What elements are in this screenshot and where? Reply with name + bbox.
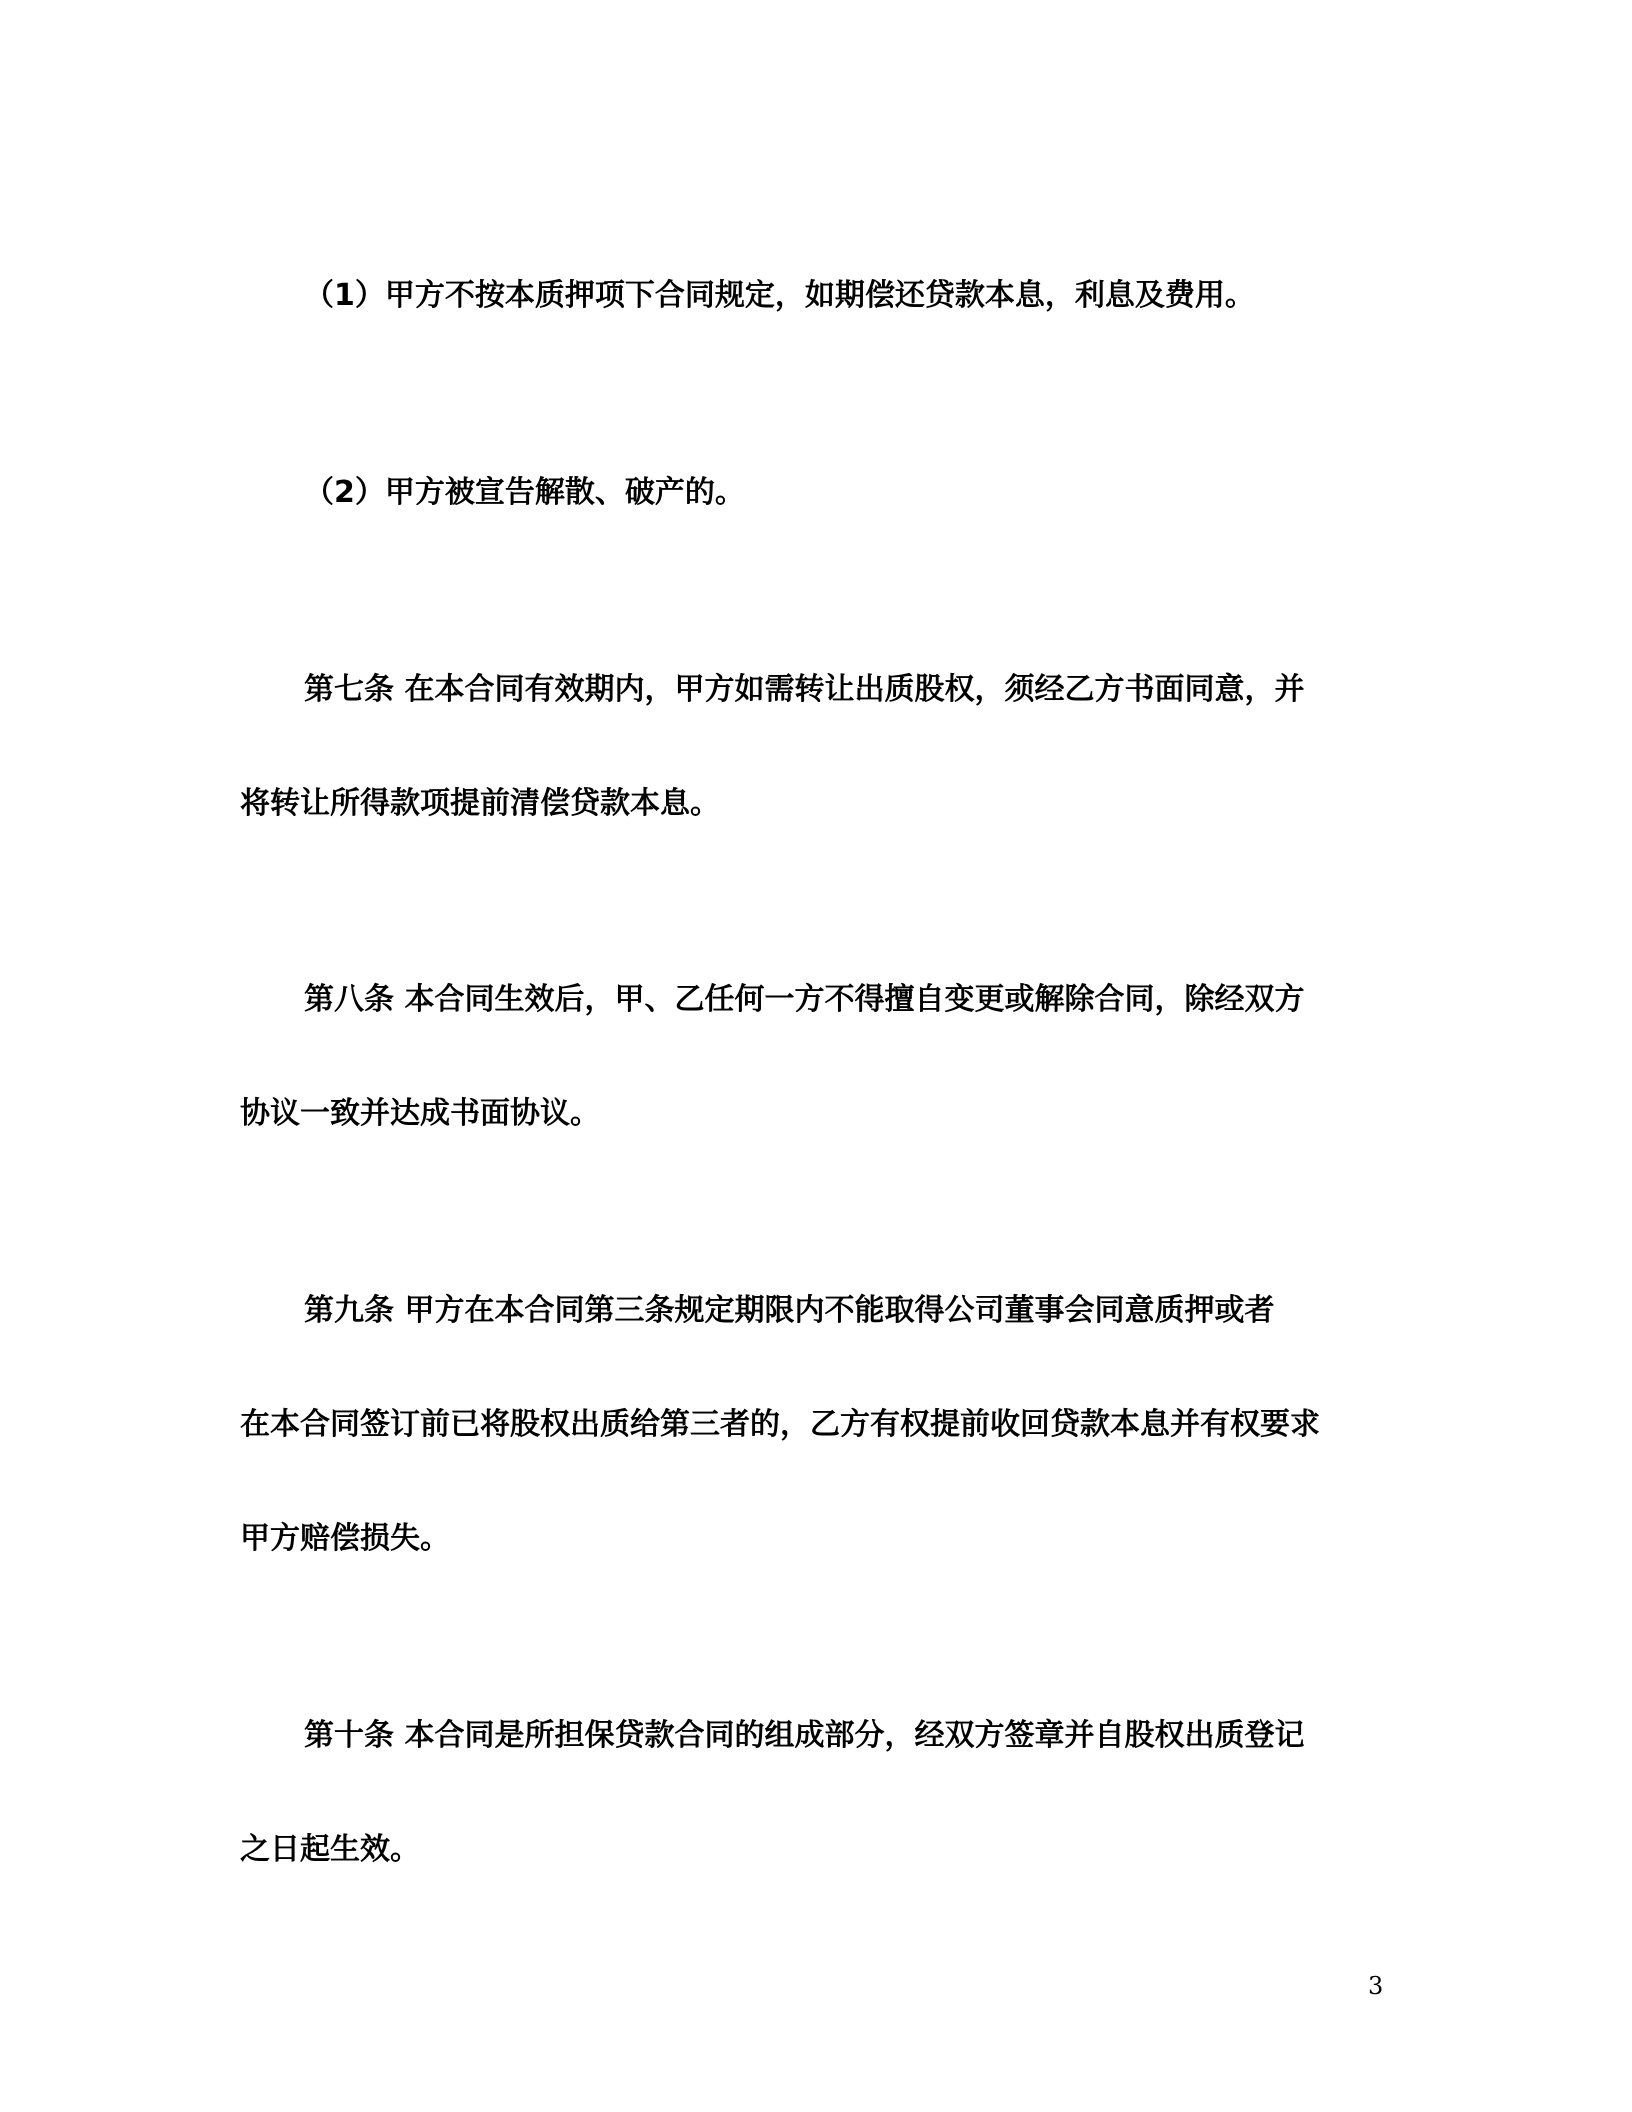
article-9-line-3: 甲方赔偿损失。 <box>240 1521 450 1556</box>
article-8-line-1: 第八条 本合同生效后，甲、乙任何一方不得擅自变更或解除合同，除经双方 <box>304 982 1305 1017</box>
clause-item-1: （1）甲方不按本质押项下合同规定，如期偿还贷款本息，利息及费用。 <box>304 278 1255 313</box>
article-8-line-2: 协议一致并达成书面协议。 <box>240 1096 600 1131</box>
clause-item-2: （2）甲方被宣告解散、破产的。 <box>304 475 745 510</box>
article-10-line-1: 第十条 本合同是所担保贷款合同的组成部分，经双方签章并自股权出质登记 <box>304 1718 1305 1753</box>
article-9-line-2: 在本合同签订前已将股权出质给第三者的，乙方有权提前收回贷款本息并有权要求 <box>240 1407 1320 1442</box>
article-10-line-2: 之日起生效。 <box>240 1832 420 1867</box>
article-7-line-2: 将转让所得款项提前清偿贷款本息。 <box>240 786 720 821</box>
page-number: 3 <box>1368 1972 1384 2000</box>
article-7-line-1: 第七条 在本合同有效期内，甲方如需转让出质股权，须经乙方书面同意，并 <box>304 672 1305 707</box>
article-9-line-1: 第九条 甲方在本合同第三条规定期限内不能取得公司董事会同意质押或者 <box>304 1293 1275 1328</box>
